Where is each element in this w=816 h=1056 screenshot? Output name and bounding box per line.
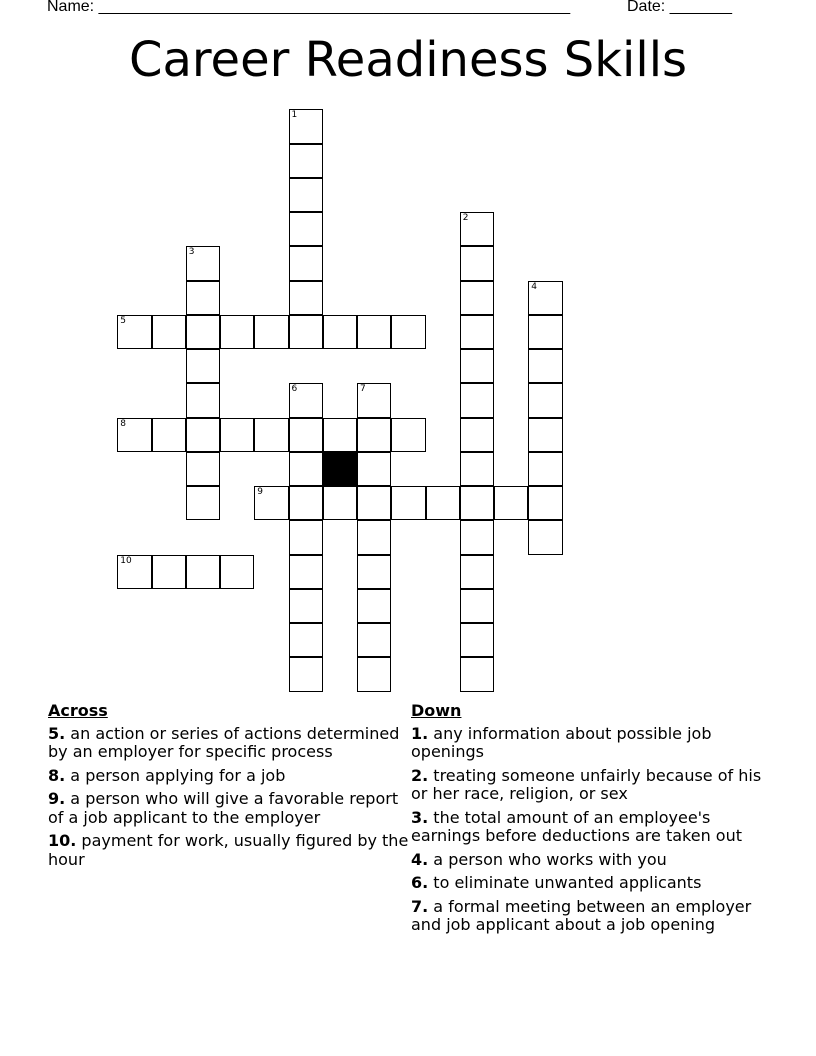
down-clues: [411, 702, 781, 940]
clue-text: a person who works with you: [428, 849, 667, 869]
grid-cell[interactable]: [117, 555, 151, 589]
across-clue: [48, 832, 410, 869]
grid-cell[interactable]: [460, 212, 494, 246]
clue-number: 3.: [411, 807, 429, 827]
grid-cell[interactable]: [460, 315, 494, 349]
grid-cell[interactable]: [528, 383, 562, 417]
clue-number: 5: [120, 315, 126, 326]
across-clues: [48, 702, 410, 874]
grid-cell[interactable]: [460, 657, 494, 691]
grid-cell[interactable]: [289, 178, 323, 212]
grid-cell[interactable]: [289, 555, 323, 589]
clue-number: 8: [120, 418, 126, 429]
grid-cell[interactable]: [289, 452, 323, 486]
clue-text: to eliminate unwanted applicants: [428, 873, 702, 892]
down-clue: [411, 851, 781, 870]
grid-cell[interactable]: [254, 418, 288, 452]
grid-cell[interactable]: [323, 418, 357, 452]
grid-cell[interactable]: [460, 452, 494, 486]
grid-cell[interactable]: [289, 486, 323, 520]
grid-cell[interactable]: [357, 520, 391, 554]
grid-cell[interactable]: [323, 315, 357, 349]
grid-cell[interactable]: [460, 520, 494, 554]
grid-cell[interactable]: [426, 486, 460, 520]
clue-number: 5.: [48, 723, 66, 743]
clue-number: 9: [257, 487, 263, 497]
grid-cell[interactable]: [186, 486, 220, 520]
clue-text: a person who will give a favorable report of a job applicant to the employer: [48, 789, 399, 827]
clue-number: 4: [531, 281, 537, 292]
grid-cell[interactable]: [289, 589, 323, 623]
across-clue: [48, 767, 410, 786]
clue-number: 8.: [48, 765, 66, 785]
clue-text: the total amount of an employee's earnings before deductions are taken out: [411, 807, 742, 845]
down-clue: [411, 874, 781, 893]
grid-cell[interactable]: [528, 349, 562, 383]
grid-cell[interactable]: [357, 555, 391, 589]
grid-cell[interactable]: [357, 418, 391, 452]
grid-cell[interactable]: [357, 452, 391, 486]
across-clue: [48, 725, 410, 762]
grid-cell[interactable]: [220, 315, 254, 349]
grid-cell[interactable]: [186, 315, 220, 349]
grid-cell[interactable]: [460, 383, 494, 417]
grid-cell[interactable]: [494, 486, 528, 520]
grid-cell[interactable]: [289, 383, 323, 417]
grid-cell[interactable]: [289, 212, 323, 246]
grid-cell[interactable]: [289, 623, 323, 657]
grid-cell[interactable]: [460, 555, 494, 589]
clue-number: 7: [360, 384, 366, 395]
down-clue-list: [411, 725, 781, 935]
clue-number: 4.: [411, 849, 429, 869]
grid-cell[interactable]: [528, 315, 562, 349]
grid-cell[interactable]: [460, 589, 494, 623]
down-heading: Down: [411, 701, 462, 720]
clue-number: 6: [291, 384, 298, 395]
grid-cell[interactable]: [186, 418, 220, 452]
clue-text: a formal meeting between an employer and job applicant about a job opening: [411, 896, 752, 934]
grid-cell[interactable]: [220, 555, 254, 589]
grid-cell[interactable]: [357, 486, 391, 520]
grid-cell[interactable]: [186, 555, 220, 589]
grid-cell[interactable]: [323, 486, 357, 520]
clue-number: 2.: [411, 765, 429, 785]
grid-cell[interactable]: [289, 281, 323, 315]
grid-cell[interactable]: [289, 246, 323, 280]
grid-cell[interactable]: [528, 452, 562, 486]
grid-cell[interactable]: [152, 315, 186, 349]
clue-text: a person applying for a job: [65, 765, 286, 785]
grid-cell[interactable]: [186, 383, 220, 417]
page-title: Career Readiness Skills: [128, 32, 688, 88]
grid-cell[interactable]: [460, 418, 494, 452]
across-clue: [48, 790, 410, 827]
clue-number: 10: [120, 555, 132, 566]
grid-cell[interactable]: [289, 657, 323, 691]
grid-cell[interactable]: [186, 349, 220, 383]
clue-text: an action or series of actions determined by an employer for specific process: [48, 723, 400, 761]
grid-cell[interactable]: [357, 315, 391, 349]
grid-cell[interactable]: [460, 623, 494, 657]
grid-cell[interactable]: [186, 452, 220, 486]
grid-cell[interactable]: [152, 555, 186, 589]
grid-cell[interactable]: [460, 349, 494, 383]
grid-cell[interactable]: [391, 418, 425, 452]
grid-cell[interactable]: [391, 486, 425, 520]
clue-number: 6.: [411, 873, 429, 892]
grid-cell[interactable]: [254, 315, 288, 349]
date-label: Date:: [627, 0, 666, 15]
clue-number: 7.: [411, 896, 429, 916]
clue-text: payment for work, usually figured by the hour: [48, 831, 409, 869]
grid-cell[interactable]: [117, 418, 151, 452]
grid-cell[interactable]: [357, 589, 391, 623]
grid-cell[interactable]: [220, 418, 254, 452]
across-clue-list: [48, 725, 410, 870]
grid-block: [323, 452, 357, 486]
clue-number: 3: [188, 247, 195, 258]
down-clue: [411, 809, 781, 846]
clue-number: 1: [291, 110, 298, 121]
clue-number: 2: [462, 213, 469, 223]
grid-cell[interactable]: [460, 486, 494, 520]
name-blank[interactable]: _____________________________________________________: [98, 0, 571, 15]
clue-number: 1.: [411, 723, 429, 743]
grid-cell[interactable]: [186, 246, 220, 280]
grid-cell[interactable]: [528, 520, 562, 554]
grid-cell[interactable]: [391, 315, 425, 349]
grid-cell[interactable]: [289, 418, 323, 452]
grid-cell[interactable]: [460, 246, 494, 280]
clue-text: any information about possible job openings: [411, 723, 712, 761]
name-label: Name:: [47, 0, 95, 15]
grid-cell[interactable]: [117, 315, 151, 349]
grid-cell[interactable]: [289, 109, 323, 143]
date-blank[interactable]: _______: [669, 0, 732, 15]
clue-number: 10.: [48, 831, 77, 850]
grid-cell[interactable]: [186, 281, 220, 315]
grid-cell[interactable]: [152, 418, 186, 452]
grid-cell[interactable]: [357, 383, 391, 417]
grid-cell[interactable]: [254, 486, 288, 520]
down-clue: [411, 898, 781, 935]
grid-cell[interactable]: [357, 657, 391, 691]
grid-cell[interactable]: [528, 418, 562, 452]
across-heading: Across: [48, 701, 108, 720]
clue-text: treating someone unfairly because of his or her race, religion, or sex: [411, 765, 762, 803]
grid-cell[interactable]: [289, 520, 323, 554]
grid-cell[interactable]: [528, 281, 562, 315]
down-clue: [411, 767, 781, 804]
grid-cell[interactable]: [289, 144, 323, 178]
clue-number: 9.: [48, 789, 66, 808]
grid-cell[interactable]: [528, 486, 562, 520]
grid-cell[interactable]: [289, 315, 323, 349]
grid-cell[interactable]: [460, 281, 494, 315]
down-clue: [411, 725, 781, 762]
grid-cell[interactable]: [357, 623, 391, 657]
